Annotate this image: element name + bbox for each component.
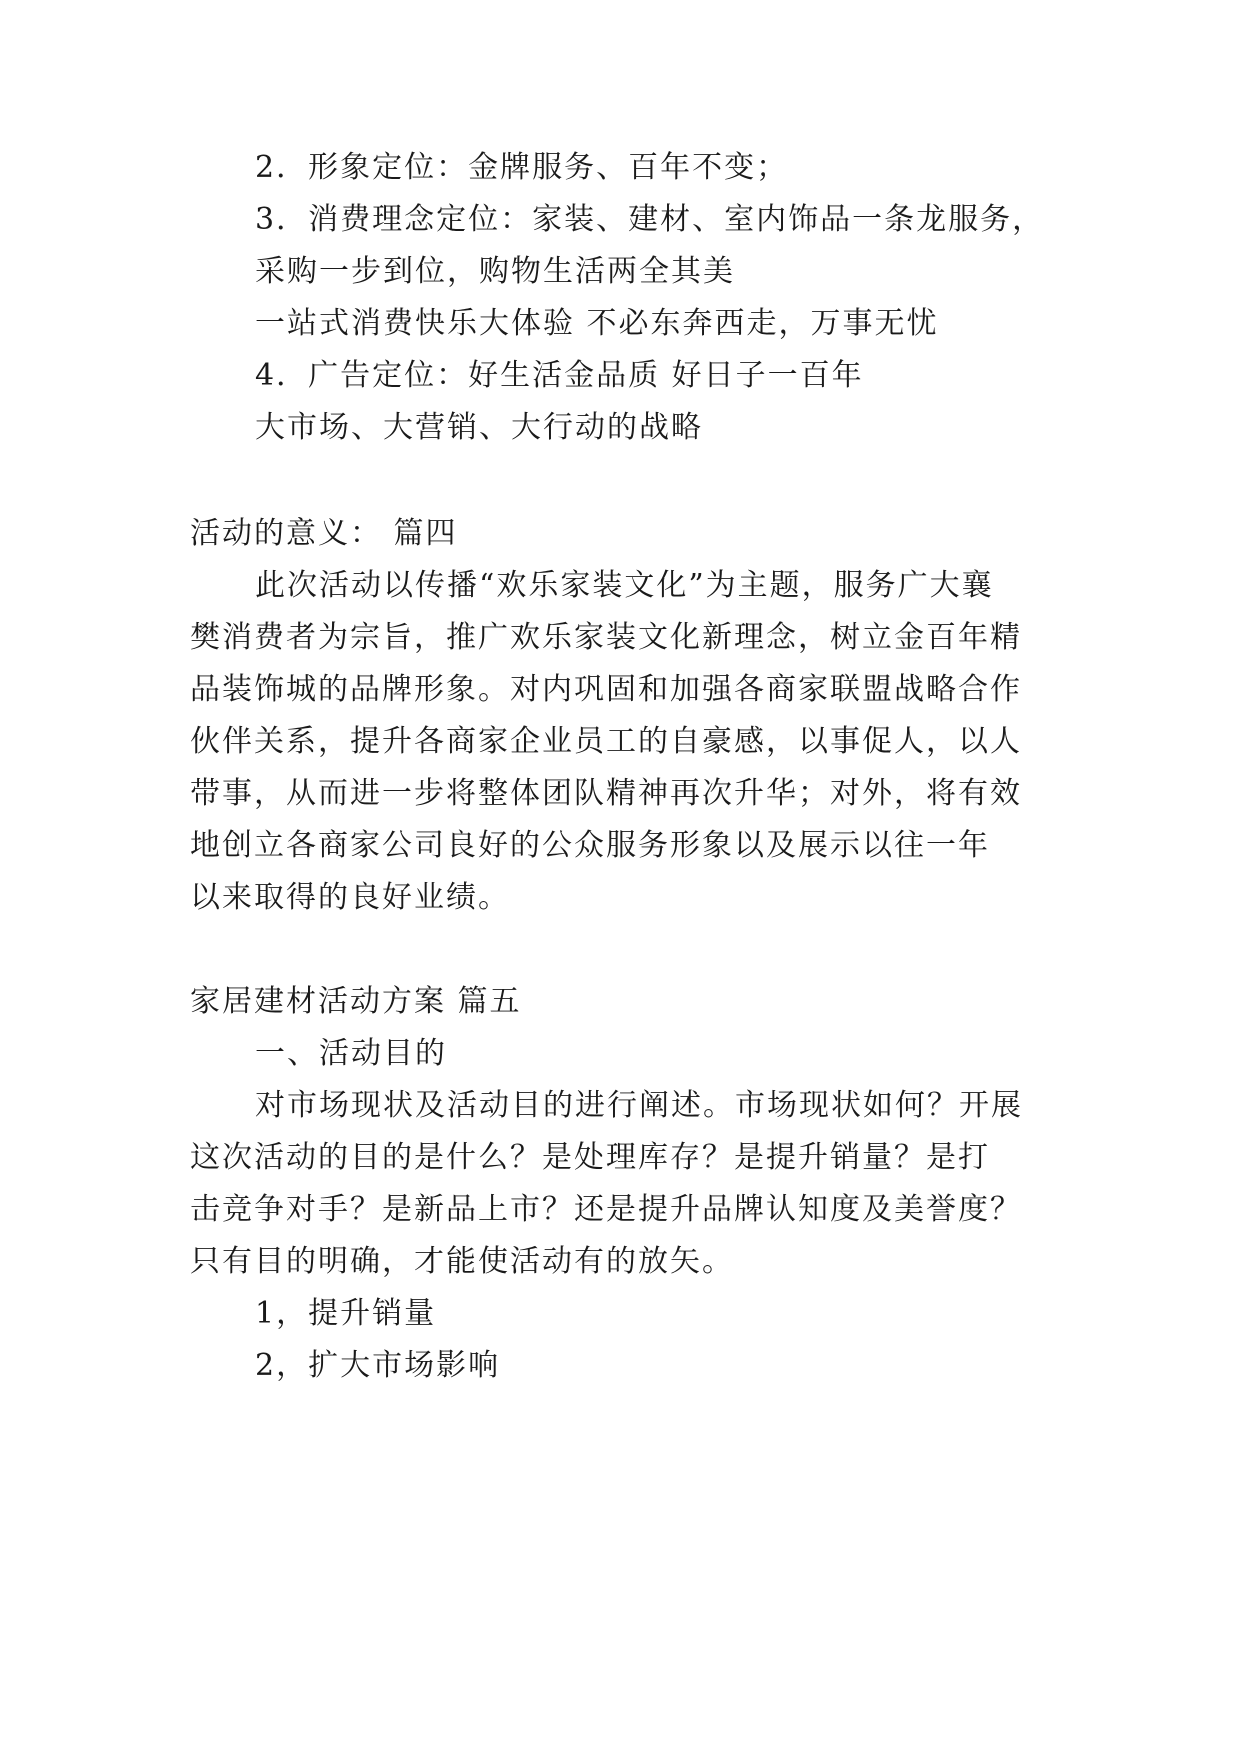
list-item-ad-positioning: 4．广告定位：好生活金品质 好日子一百年 xyxy=(255,358,864,393)
paragraph-line: 伙伴关系，提升各商家企业员工的自豪感，以事促人，以人 xyxy=(190,724,1022,759)
paragraph-line: 地创立各商家公司良好的公众服务形象以及展示以往一年 xyxy=(190,828,990,863)
section-heading-4: 活动的意义： 篇四 xyxy=(190,516,458,551)
subheading: 一、活动目的 xyxy=(255,1036,447,1071)
list-item-continuation: 采购一步到位，购物生活两全其美 xyxy=(255,254,735,289)
paragraph-line: 带事，从而进一步将整体团队精神再次升华；对外，将有效 xyxy=(190,776,1022,811)
paragraph-line: 这次活动的目的是什么？是处理库存？是提升销量？是打 xyxy=(190,1140,990,1175)
paragraph-line: 此次活动以传播“欢乐家装文化”为主题，服务广大襄 xyxy=(255,568,994,603)
list-item-one-stop: 一站式消费快乐大体验 不必东奔西走，万事无忧 xyxy=(255,306,939,341)
list-item-consumption-concept: 3．消费理念定位：家装、建材、室内饰品一条龙服务， xyxy=(255,202,1045,237)
paragraph-line: 樊消费者为宗旨，推广欢乐家装文化新理念，树立金百年精 xyxy=(190,620,1022,655)
section-heading-5: 家居建材活动方案 篇五 xyxy=(190,984,522,1019)
paragraph-line: 对市场现状及活动目的进行阐述。市场现状如何？开展 xyxy=(255,1088,1023,1123)
list-item-image-positioning: 2．形象定位：金牌服务、百年不变； xyxy=(255,150,789,185)
paragraph-line: 以来取得的良好业绩。 xyxy=(190,880,510,915)
list-item: 2，扩大市场影响 xyxy=(255,1348,501,1383)
paragraph-line: 击竞争对手？是新品上市？还是提升品牌认知度及美誉度？ xyxy=(190,1192,1022,1227)
list-item-strategy: 大市场、大营销、大行动的战略 xyxy=(255,410,703,445)
list-item: 1，提升销量 xyxy=(255,1296,437,1331)
paragraph-line: 只有目的明确，才能使活动有的放矢。 xyxy=(190,1244,734,1279)
paragraph-line: 品装饰城的品牌形象。对内巩固和加强各商家联盟战略合作 xyxy=(190,672,1022,707)
